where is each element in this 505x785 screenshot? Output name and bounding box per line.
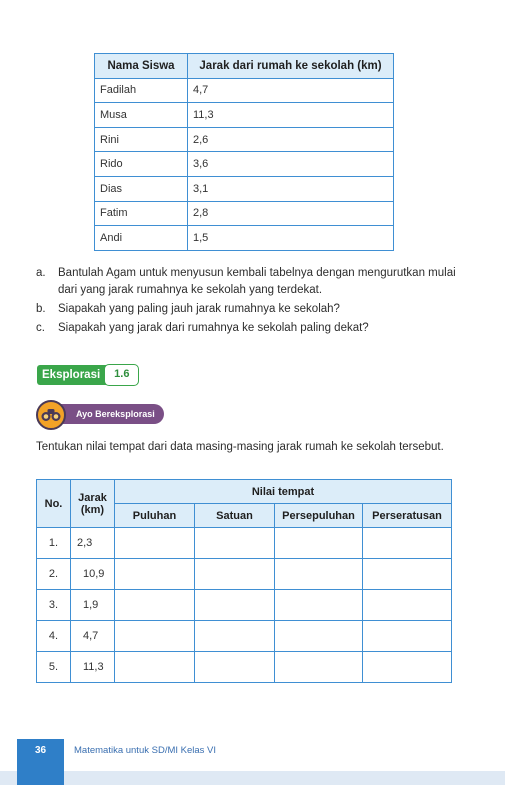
row-jarak: 4,7 bbox=[71, 621, 115, 652]
student-name: Rido bbox=[95, 152, 188, 177]
footer-band bbox=[0, 771, 505, 785]
cell-satuan[interactable] bbox=[195, 559, 275, 590]
header-nama-siswa: Nama Siswa bbox=[95, 54, 188, 79]
header-satuan: Satuan bbox=[195, 504, 275, 528]
row-number: 1. bbox=[37, 528, 71, 559]
question-marker: a. bbox=[36, 267, 46, 279]
cell-puluhan[interactable] bbox=[115, 621, 195, 652]
cell-satuan[interactable] bbox=[195, 621, 275, 652]
header-puluhan: Puluhan bbox=[115, 504, 195, 528]
table-row bbox=[37, 652, 452, 683]
cell-perseratusan[interactable] bbox=[363, 621, 452, 652]
student-distance: 1,5 bbox=[188, 226, 394, 251]
cell-perseratusan[interactable] bbox=[363, 559, 452, 590]
header-jarak: Jarak dari rumah ke sekolah (km) bbox=[188, 54, 394, 79]
cell-persepuluhan[interactable] bbox=[275, 652, 363, 683]
student-name: Fatim bbox=[95, 201, 188, 226]
cell-perseratusan[interactable] bbox=[363, 590, 452, 621]
row-number: 3. bbox=[37, 590, 71, 621]
question-a bbox=[36, 265, 456, 299]
question-c bbox=[36, 320, 456, 337]
cell-puluhan[interactable] bbox=[115, 590, 195, 621]
student-distance: 2,8 bbox=[188, 201, 394, 226]
table-row bbox=[95, 201, 394, 226]
question-text: Siapakah yang paling jauh jarak rumahnya ke sekolah? bbox=[58, 303, 340, 315]
cell-persepuluhan[interactable] bbox=[275, 590, 363, 621]
student-name: Rini bbox=[95, 127, 188, 152]
header-nilai-tempat: Nilai tempat bbox=[115, 480, 452, 504]
cell-perseratusan[interactable] bbox=[363, 528, 452, 559]
table-row bbox=[37, 590, 452, 621]
row-jarak: 1,9 bbox=[71, 590, 115, 621]
table-row bbox=[95, 78, 394, 103]
question-list bbox=[36, 265, 456, 339]
page-number: 36 bbox=[17, 739, 64, 785]
student-name: Musa bbox=[95, 103, 188, 128]
row-jarak: 2,3 bbox=[71, 528, 115, 559]
student-name: Fadilah bbox=[95, 78, 188, 103]
eksplorasi-number: 1.6 bbox=[104, 364, 139, 386]
cell-satuan[interactable] bbox=[195, 652, 275, 683]
student-distance: 11,3 bbox=[188, 103, 394, 128]
student-distance: 4,7 bbox=[188, 78, 394, 103]
student-distance: 3,1 bbox=[188, 176, 394, 201]
cell-persepuluhan[interactable] bbox=[275, 528, 363, 559]
student-name: Andi bbox=[95, 226, 188, 251]
cell-persepuluhan[interactable] bbox=[275, 559, 363, 590]
cell-puluhan[interactable] bbox=[115, 559, 195, 590]
book-title: Matematika untuk SD/MI Kelas VI bbox=[74, 745, 217, 756]
ayo-bereksplorasi-label: Ayo Bereksplorasi bbox=[50, 404, 164, 424]
table-row bbox=[37, 621, 452, 652]
student-distance: 2,6 bbox=[188, 127, 394, 152]
table-row bbox=[95, 152, 394, 177]
cell-persepuluhan[interactable] bbox=[275, 621, 363, 652]
student-distance: 3,6 bbox=[188, 152, 394, 177]
question-marker: c. bbox=[36, 322, 45, 334]
binoculars-icon bbox=[36, 400, 66, 430]
table-row bbox=[95, 226, 394, 251]
cell-satuan[interactable] bbox=[195, 528, 275, 559]
row-jarak: 10,9 bbox=[71, 559, 115, 590]
table-row bbox=[37, 559, 452, 590]
header-persepuluhan: Persepuluhan bbox=[275, 504, 363, 528]
student-name: Dias bbox=[95, 176, 188, 201]
table-row bbox=[37, 528, 452, 559]
header-perseratusan: Perseratusan bbox=[363, 504, 452, 528]
ayo-bereksplorasi-banner bbox=[36, 400, 164, 428]
cell-puluhan[interactable] bbox=[115, 528, 195, 559]
table-header-row bbox=[95, 54, 394, 79]
distance-table bbox=[94, 53, 394, 251]
cell-perseratusan[interactable] bbox=[363, 652, 452, 683]
question-text: Bantulah Agam untuk menyusun kembali tabelnya dengan mengurutkan mulai dari yang jarak rumahnya ke sekolah yang terdekat. bbox=[58, 267, 456, 296]
table-header-row bbox=[37, 480, 452, 504]
instruction-text: Tentukan nilai tempat dari data masing-masing jarak rumah ke sekolah tersebut. bbox=[36, 441, 444, 453]
place-value-table bbox=[36, 479, 452, 683]
row-number: 4. bbox=[37, 621, 71, 652]
row-number: 2. bbox=[37, 559, 71, 590]
table-row bbox=[95, 176, 394, 201]
cell-satuan[interactable] bbox=[195, 590, 275, 621]
eksplorasi-label: Eksplorasi bbox=[37, 365, 106, 385]
table-row bbox=[95, 127, 394, 152]
question-b bbox=[36, 301, 456, 318]
question-text: Siapakah yang jarak dari rumahnya ke sekolah paling dekat? bbox=[58, 322, 369, 334]
header-jarak-km: Jarak (km) bbox=[71, 480, 115, 528]
question-marker: b. bbox=[36, 303, 46, 315]
row-jarak: 11,3 bbox=[71, 652, 115, 683]
cell-puluhan[interactable] bbox=[115, 652, 195, 683]
header-no: No. bbox=[37, 480, 71, 528]
table-row bbox=[95, 103, 394, 128]
row-number: 5. bbox=[37, 652, 71, 683]
eksplorasi-badge bbox=[37, 364, 139, 386]
